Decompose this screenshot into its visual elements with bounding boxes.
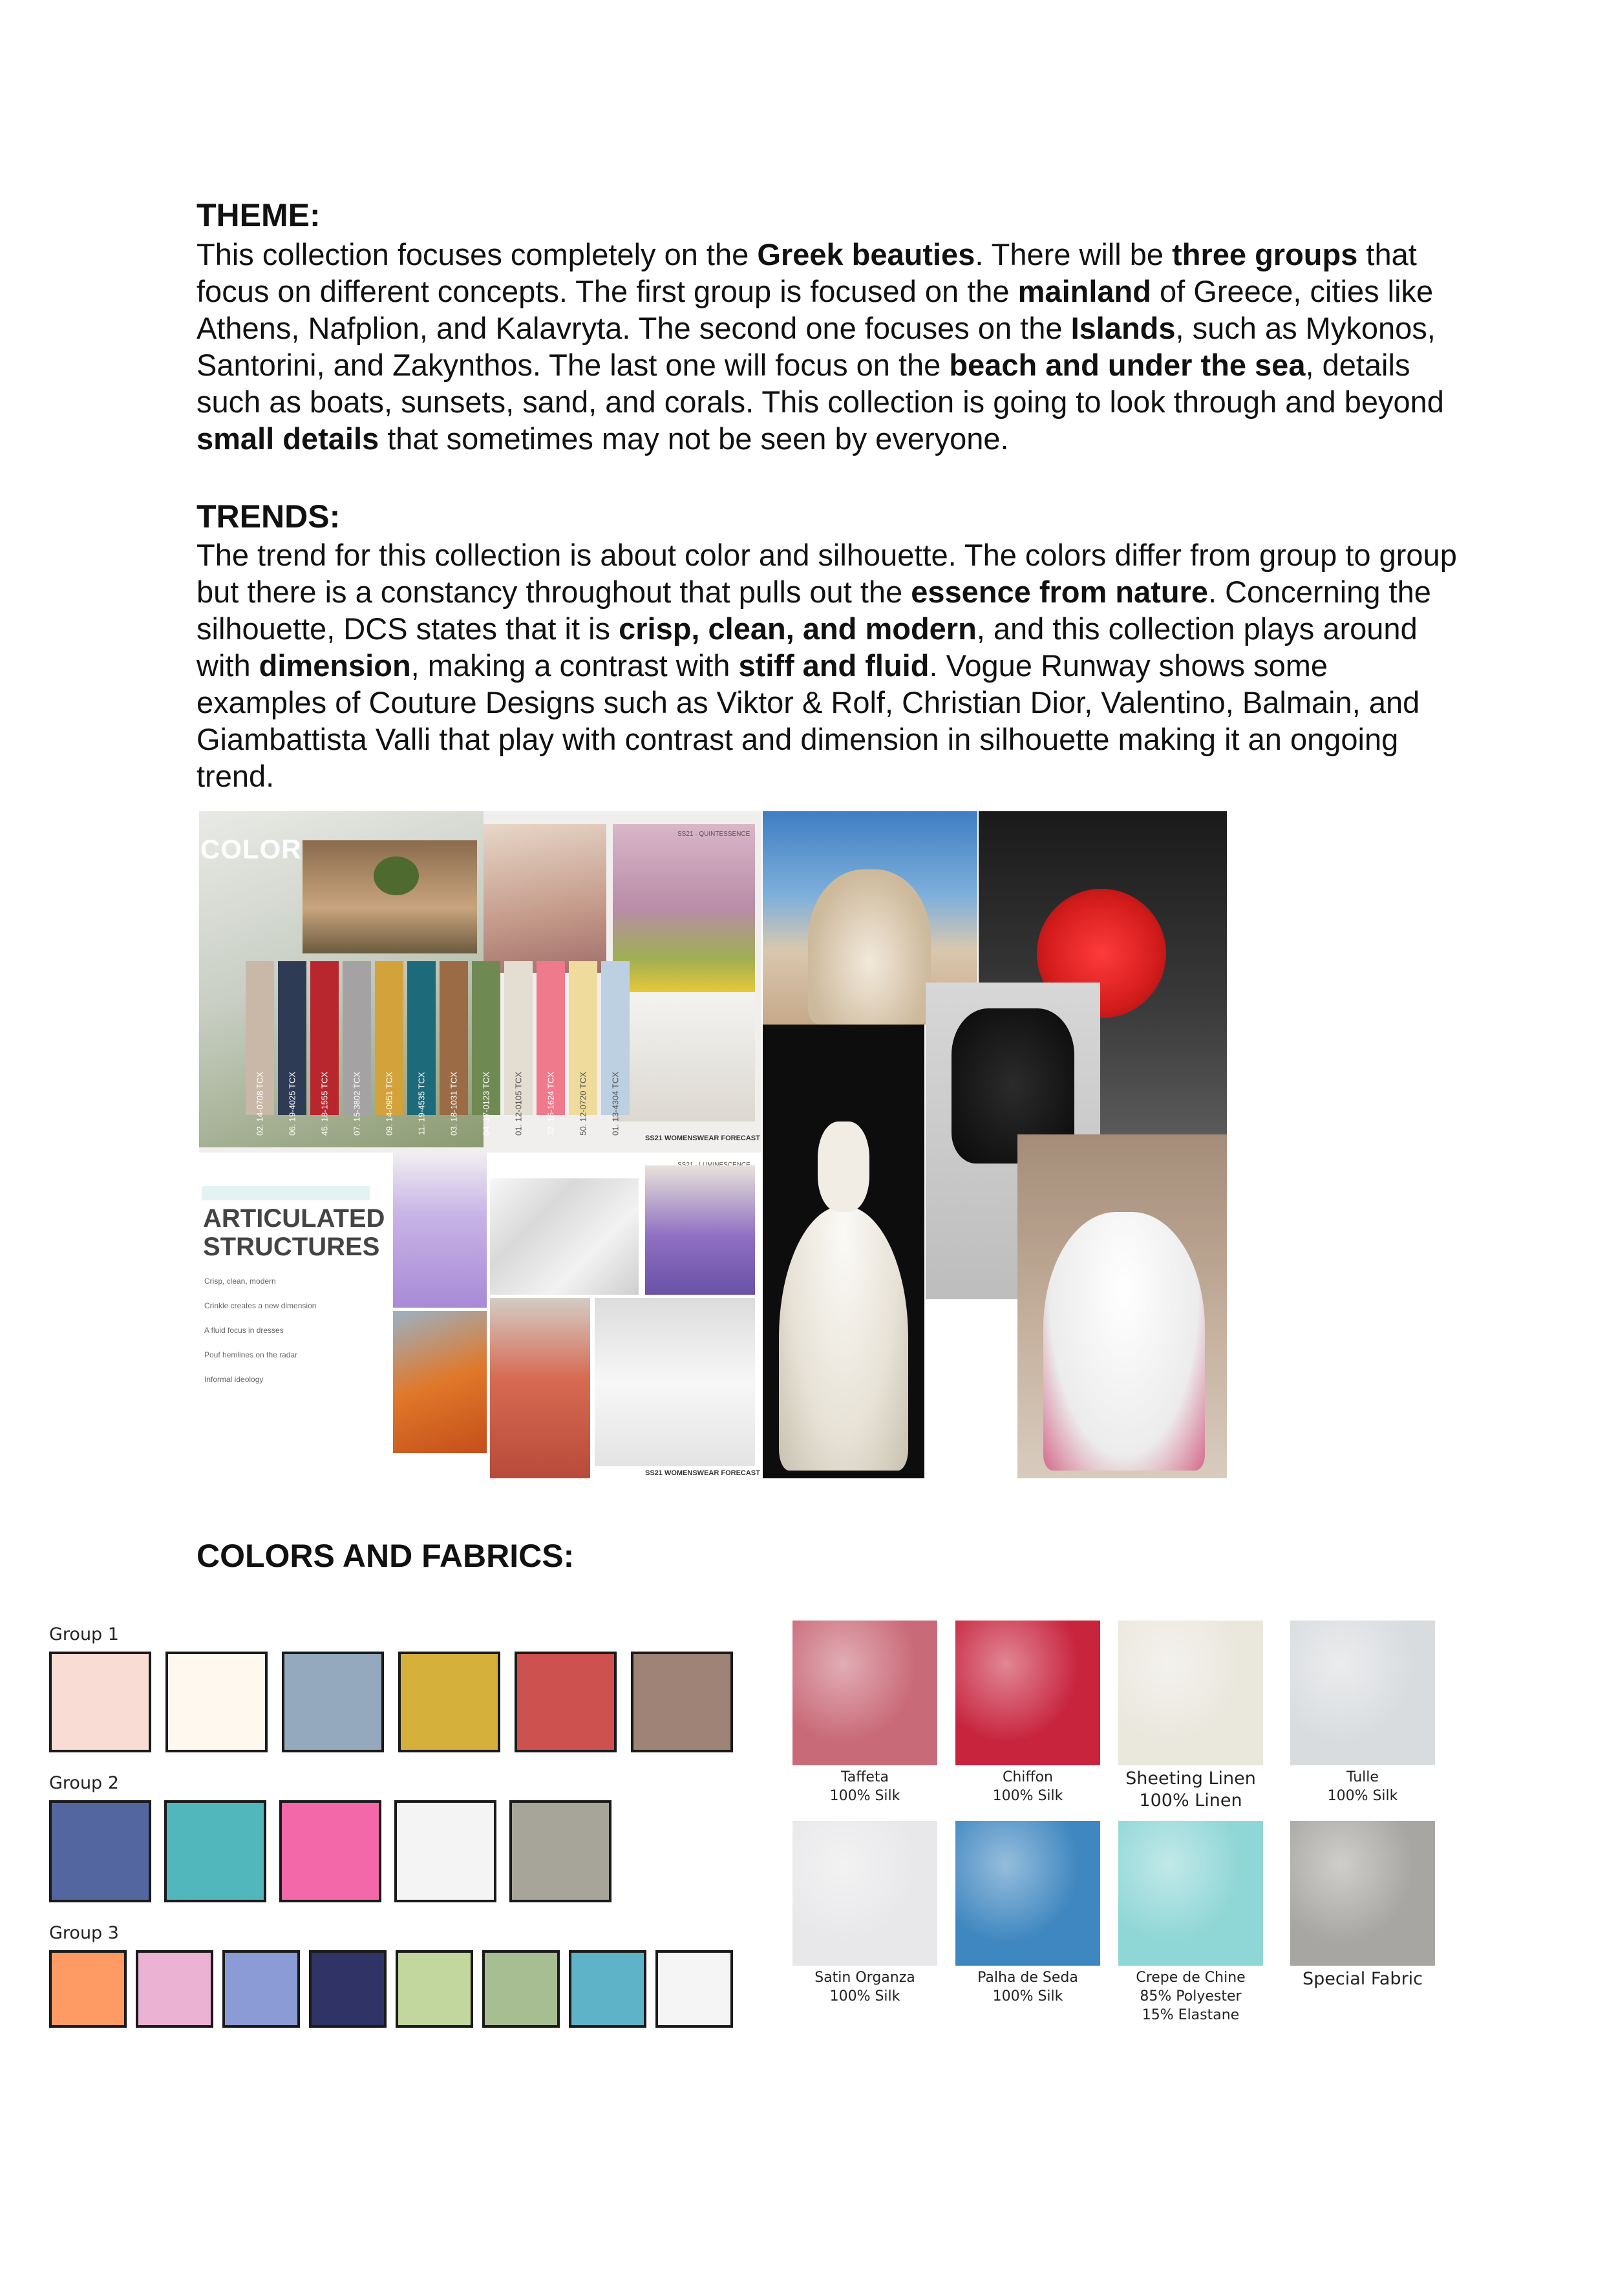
pantone-code: 01. 13-4304 TCX — [610, 1072, 621, 1136]
purple-top-photo — [645, 1165, 755, 1295]
group-2-color-swatch — [164, 1800, 266, 1902]
group-1-color-swatch — [398, 1652, 500, 1752]
fabric-content: 100% Silk — [992, 1788, 1063, 1804]
structures-bullet: Pouf hemlines on the radar — [204, 1350, 298, 1359]
group-1-color-swatch — [515, 1652, 617, 1752]
crinkle-texture-photo — [490, 1178, 639, 1295]
fabric-name: Crepe de Chine — [1136, 1970, 1246, 1986]
fabric-swatch — [955, 1821, 1100, 1966]
fabric-caption — [944, 1968, 1112, 2006]
pantone-strip — [569, 961, 597, 1136]
fabric-caption — [1279, 1968, 1447, 1990]
pantone-code: 04. 17-0123 TCX — [481, 1072, 491, 1136]
group-1-color-swatch — [282, 1652, 384, 1752]
fabric-name: Special Fabric — [1302, 1969, 1423, 1989]
structures-bullet: Crisp, clean, modern — [204, 1277, 276, 1286]
group-3-color-swatch — [136, 1950, 213, 2028]
pantone-code: 03. 18-1031 TCX — [449, 1072, 459, 1136]
lavender-blouse-photo — [393, 1153, 487, 1308]
pantone-strip — [375, 961, 403, 1136]
interior-photo — [613, 992, 755, 1121]
pantone-code: 09. 14-0951 TCX — [384, 1072, 394, 1136]
fabric-name: Sheeting Linen — [1125, 1769, 1256, 1789]
group-3-color-swatch — [309, 1950, 387, 2028]
fabric-swatch — [792, 1621, 937, 1765]
fabric-caption — [781, 1768, 949, 1805]
group-2-label: Group 2 — [49, 1773, 119, 1793]
pantone-strip — [310, 961, 339, 1136]
group-1-label: Group 1 — [49, 1624, 119, 1644]
fabric-caption — [781, 1968, 949, 2006]
model-lounge-photo — [484, 824, 606, 973]
colors-fabrics-heading: COLORS AND FABRICS: — [197, 1538, 575, 1574]
group-3-color-swatch — [655, 1950, 733, 2028]
fabric-content: 100% Linen — [1139, 1791, 1242, 1811]
group-3-color-swatch — [222, 1950, 300, 2028]
fabric-swatch — [955, 1621, 1100, 1765]
fabric-name: Tulle — [1346, 1769, 1379, 1785]
group-1-color-swatch — [631, 1652, 733, 1752]
pantone-code: 50. 12-0720 TCX — [578, 1072, 588, 1136]
white-coat-gown-photo — [1017, 1134, 1227, 1478]
trend-collage — [199, 811, 1227, 1478]
structures-title: ARTICULATED STRUCTURES — [203, 1204, 385, 1261]
pantone-code: 45. 18-1555 TCX — [319, 1072, 330, 1136]
courtyard-photo — [303, 840, 477, 953]
group-3-color-swatch — [49, 1950, 127, 2028]
pantone-code: 07. 15-3802 TCX — [352, 1072, 362, 1136]
pantone-code: 11. 19-4535 TCX — [416, 1072, 427, 1136]
group-2-color-swatch — [509, 1800, 611, 1902]
pantone-code: 06. 19-4025 TCX — [287, 1072, 297, 1136]
pantone-strip — [537, 961, 565, 1136]
fabric-content: 100% Silk — [992, 1988, 1063, 2004]
fabric-swatch — [792, 1821, 937, 1966]
pantone-strip — [504, 961, 533, 1136]
pantone-code: 32. 15-1624 TCX — [546, 1072, 556, 1136]
group-3-label: Group 3 — [49, 1923, 119, 1943]
fabric-name: Satin Organza — [814, 1970, 915, 1986]
fabric-caption — [1107, 1768, 1275, 1812]
group-2-color-swatch — [279, 1800, 381, 1902]
trends-paragraph: The trend for this collection is about color and silhouette. The colors differ from group to group but there is a constancy throughout that pulls out the essence from nature. Concerning the silhouette, DCS states that it is crisp, clean, and modern, and this collection plays around with dimension, making a contrast with stiff and fluid. Vogue Runway shows some examples of Couture Designs such as Viktor & Rolf, Christian Dior, Valentino, Balmain, and Giambattista Valli that play with contrast and dimension in silhouette making it an ongoing trend. — [197, 538, 1457, 793]
white-ball-gown-photo — [763, 1025, 924, 1478]
group-1-color-swatch — [165, 1652, 268, 1752]
pantone-strip — [601, 961, 630, 1136]
fabric-caption — [1279, 1768, 1447, 1805]
pantone-strip — [472, 961, 500, 1136]
fabric-caption — [944, 1768, 1112, 1805]
fabric-content: 85% Polyester — [1140, 1988, 1242, 2004]
fabric-name: Chiffon — [1003, 1769, 1053, 1785]
structures-bullet: Crinkle creates a new dimension — [204, 1301, 317, 1310]
pantone-strip — [440, 961, 468, 1136]
group-3-color-swatch — [396, 1950, 473, 2028]
pantone-strip — [278, 961, 306, 1136]
group-3-color-swatch — [482, 1950, 560, 2028]
fabric-swatch — [1118, 1621, 1263, 1765]
fabric-content: 100% Silk — [829, 1788, 900, 1804]
fabric-content: 100% Silk — [829, 1988, 900, 2004]
fabric-name: Palha de Seda — [977, 1970, 1078, 1986]
white-coat-photo — [595, 1298, 755, 1466]
structures-bullets — [204, 1269, 316, 1392]
color-forecast-board — [199, 811, 761, 1153]
fabric-swatch — [1118, 1821, 1263, 1966]
trends-heading: TRENDS: — [197, 498, 341, 535]
color-board-footer: SS21 WOMENSWEAR FORECAST — [645, 1134, 760, 1142]
structures-bullet: A fluid focus in dresses — [204, 1326, 284, 1335]
fabric-content: 100% Silk — [1327, 1788, 1398, 1804]
group-2-color-swatch — [394, 1800, 496, 1902]
pantone-strip — [407, 961, 436, 1136]
fabric-name: Taffeta — [840, 1769, 889, 1785]
theme-heading: THEME: — [197, 197, 321, 233]
flowers-photo — [613, 824, 755, 992]
red-print-dress-photo — [490, 1298, 590, 1478]
pantone-code: 01. 12-0105 TCX — [513, 1072, 524, 1136]
articulated-structures-board — [199, 1153, 761, 1478]
pantone-code: 02. 14-0708 TCX — [255, 1072, 265, 1136]
structures-bullet: Informal ideology — [204, 1375, 264, 1384]
pantone-strip — [343, 961, 371, 1136]
group-2-color-swatch — [49, 1800, 151, 1902]
orange-dress-photo — [393, 1311, 487, 1453]
fabric-caption — [1107, 1968, 1275, 2025]
group-1-color-swatch — [49, 1652, 151, 1752]
fabric-content: 15% Elastane — [1142, 2007, 1240, 2023]
fabric-swatch — [1290, 1821, 1435, 1966]
fabric-swatch — [1290, 1621, 1435, 1765]
theme-paragraph: This collection focuses completely on the Greek beauties. There will be three groups that focus on different concepts. The first group is focused on the mainland of Greece, cities like Athens, Nafplion, and Kalavryta. The second one focuses on the Islands, such as Mykonos, Santorini, and Zakynthos. The last one will focus on the beach and under the sea, details such as boats, sunsets, sand, and corals. This collection is going to look through and beyond small details that sometimes may not be seen by everyone. — [197, 237, 1444, 456]
color-board-title: COLOR — [200, 834, 302, 864]
color-board-tag: SS21 · QUINTESSENCE — [677, 831, 750, 838]
pantone-strip — [246, 961, 274, 1136]
group-3-color-swatch — [569, 1950, 646, 2028]
structures-footer: SS21 WOMENSWEAR FORECAST — [645, 1469, 760, 1477]
